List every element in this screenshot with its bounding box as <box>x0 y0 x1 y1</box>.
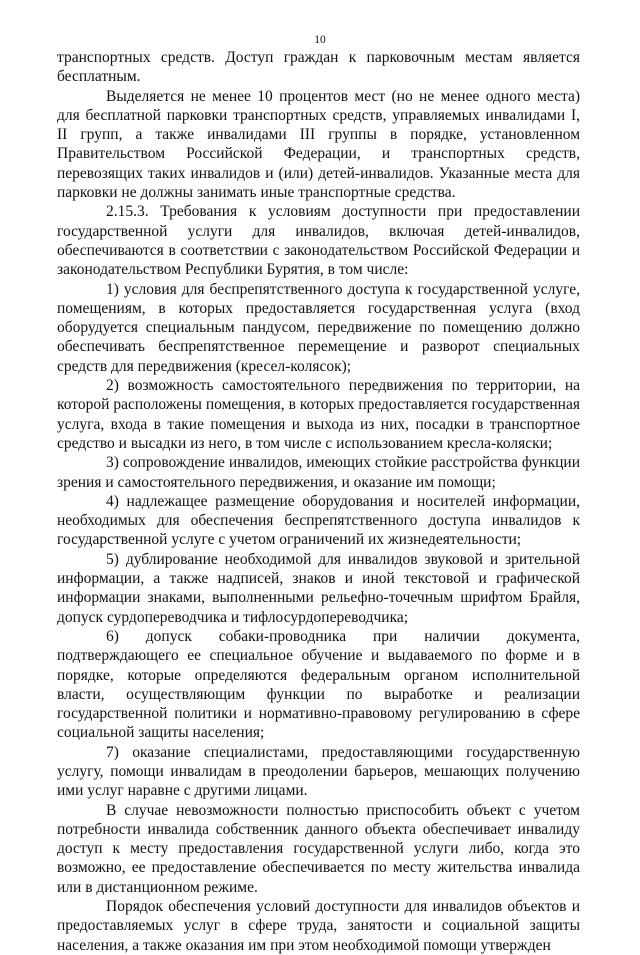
page-number: 10 <box>314 34 326 46</box>
list-item-1: 1) условия для беспрепятственного доступа к государственной услуге, помещениям, в которых предоставляется государственная услуга (вход оборудуется специальным пандусом, передвижение по помещению должно обеспечивать беспрепятственное перемещение и разворот специальных средств для передвижения (кресел-колясок); <box>57 280 580 375</box>
list-item-4: 4) надлежащее размещение оборудования и носителей информации, необходимых для обеспечения беспрепятственного доступа инвалидов к государственной услуге с учетом ограничений их жизнедеятельности; <box>57 492 580 549</box>
paragraph-object-adaptation: В случае невозможности полностью приспособить объект с учетом потребности инвалида собственник данного объекта обеспечивает инвалиду доступ к месту предоставления государственной услуги либо, когда это возможно, ее предоставление обеспечивается по месту жительства инвалида или в дистанционном режиме. <box>57 801 580 896</box>
list-item-7: 7) оказание специалистами, предоставляющими государственную услугу, помощи инвалидам в преодолении барьеров, мешающих получению ими услуг наравне с другими лицами. <box>57 743 580 800</box>
list-item-3: 3) сопровождение инвалидов, имеющих стойкие расстройства функции зрения и самостоятельного передвижения, и оказание им помощи; <box>57 454 580 491</box>
paragraph-accessibility-procedure: Порядок обеспечения условий доступности для инвалидов объектов и предоставляемых услуг в сфере труда, занятости и социальной защиты населения, а также оказания им при этом необходимой помощи утвержден <box>57 898 580 954</box>
list-item-6: 6) допуск собаки-проводника при наличии документа, подтверждающего ее специальное обучение и выдаваемого по форме и в порядке, которые определяются федеральным органом исполнительной власти, осуществляющим функции по выработке и реализации государственной политики и нормативно-правовому регулированию в сфере социальной защиты населения; <box>57 627 580 742</box>
document-body <box>57 48 580 955</box>
list-item-5: 5) дублирование необходимой для инвалидов звуковой и зрительной информации, а также надписей, знаков и иной текстовой и графической информации знаками, выполненными рельефно-точечным шрифтом Брайля, допуск сурдопереводчика и тифлосурдопереводчика; <box>57 550 580 626</box>
paragraph-parking-access-continued: транспортных средств. Доступ граждан к парковочным местам является бесплатным. <box>57 49 580 86</box>
list-item-2: 2) возможность самостоятельного передвижения по территории, на которой расположены помещения, в которых предоставляется государственная услуга, входа в такие помещения и выхода из них, посадки в транспортное средство и высадки из него, в том числе с использованием кресла-коляски; <box>57 377 580 452</box>
paragraph-accessibility-requirements: 2.15.3. Требования к условиям доступности при предоставлении государственной услуги для инвалидов, включая детей-инвалидов, обеспечиваются в соответствии с законодательством Российской Федерации и законодательством Республики Бурятия, в том числе: <box>57 203 580 279</box>
paragraph-parking-allocation: Выделяется не менее 10 процентов мест (но не менее одного места) для бесплатной парковки транспортных средств, управляемых инвалидами I, II групп, а также инвалидами III группы в порядке, установленном Правительством Российской Федерации, и транспортных средств, перевозящих таких инвалидов и (или) детей-инвалидов. Указанные места для парковки не должны занимать иные транспортные средства. <box>57 87 580 202</box>
